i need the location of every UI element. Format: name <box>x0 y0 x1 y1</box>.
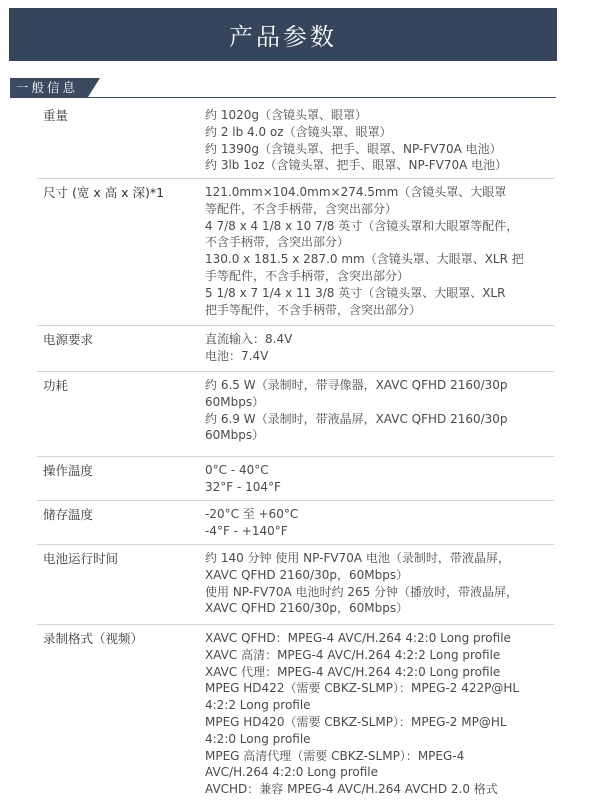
spec-value: 130.0 x 181.5 x 287.0 mm（含镜头罩、大眼罩、XLR 把 <box>205 252 524 267</box>
spec-row-dimensions <box>37 179 554 326</box>
spec-value: MPEG HD422（需要 CBKZ-SLMP）：MPEG-2 422P@HL <box>205 681 520 696</box>
spec-value: 约 1390g（含镜头罩、把手、眼罩、NP-FV70A 电池） <box>205 141 502 156</box>
spec-row-recording-format-video <box>37 625 554 800</box>
spec-value: 121.0mm×104.0mm×274.5mm（含镜头罩、大眼罩 <box>205 185 507 199</box>
spec-label: 尺寸 (宽 x 高 x 深)*1 <box>43 185 165 200</box>
spec-values <box>205 326 554 371</box>
spec-row-power-requirement <box>37 326 554 372</box>
spec-value: 约 140 分钟 使用 NP-FV70A 电池（录制时，带液晶屏， <box>205 551 510 565</box>
spec-label: 功耗 <box>43 378 69 393</box>
page-title: 产品参数 <box>229 23 337 51</box>
spec-value: AVC/H.264 4:2:0 Long profile <box>205 765 378 780</box>
spec-value: AVCHD：兼容 MPEG-4 AVC/H.264 AVCHD 2.0 格式 <box>205 782 498 797</box>
spec-label: 电源要求 <box>43 332 94 347</box>
spec-value: 使用 NP-FV70A 电池时约 265 分钟（播放时，带液晶屏， <box>205 584 519 599</box>
spec-label: 操作温度 <box>43 463 94 478</box>
section-title: 一般信息 <box>10 78 88 97</box>
spec-value: XAVC QFHD 2160/30p，60Mbps） <box>205 601 409 616</box>
spec-value: 4:2:2 Long profile <box>205 698 311 713</box>
spec-row-battery-time <box>37 545 554 625</box>
spec-value: MPEG 高清代理（需要 CBKZ-SLMP）：MPEG-4 <box>205 748 465 763</box>
spec-value: 4:2:0 Long profile <box>205 731 311 746</box>
spec-value: 5 1/8 x 7 1/4 x 11 3/8 英寸（含镜头罩、大眼罩、XLR <box>205 285 506 300</box>
spec-value: 32°F - 104°F <box>205 479 281 494</box>
spec-value: XAVC QFHD：MPEG-4 AVC/H.264 4:2:0 Long profile <box>205 631 511 645</box>
spec-values <box>205 102 554 178</box>
spec-value: -4°F - +140°F <box>205 523 288 538</box>
spec-value: XAVC 代理：MPEG-4 AVC/H.264 4:2:0 Long profile <box>205 664 501 679</box>
spec-value: 约 3lb 1oz（含镜头罩、把手、眼罩、NP-FV70A 电池） <box>205 158 508 173</box>
spec-value: XAVC 高清：MPEG-4 AVC/H.264 4:2:2 Long profile <box>205 647 501 662</box>
spec-value: 把手等配件，不含手柄带，含突出部分） <box>205 302 422 317</box>
spec-row-operating-temperature <box>37 457 554 501</box>
spec-value: XAVC QFHD 2160/30p，60Mbps） <box>205 567 409 582</box>
spec-values <box>205 501 554 544</box>
spec-value: -20°C 至 +60°C <box>205 507 299 521</box>
spec-label: 储存温度 <box>43 507 94 522</box>
spec-value: 等配件，不含手柄带，含突出部分） <box>205 201 398 216</box>
spec-value: 约 1020g（含镜头罩、眼罩） <box>205 108 367 122</box>
section-header <box>10 78 556 98</box>
spec-values <box>205 545 554 624</box>
spec-value: 4 7/8 x 4 1/8 x 10 7/8 英寸（含镜头罩和大眼罩等配件， <box>205 218 519 233</box>
spec-value: 手等配件，不含手柄带，含突出部分） <box>205 268 410 283</box>
spec-row-storage-temperature <box>37 501 554 545</box>
spec-value: 约 6.9 W（录制时，带液晶屏，XAVC QFHD 2160/30p <box>205 411 508 426</box>
spec-value: 不含手柄带，含突出部分） <box>205 235 350 250</box>
spec-label: 录制格式（视频） <box>43 631 144 646</box>
spec-row-weight <box>37 102 554 179</box>
spec-value: 约 6.5 W（录制时，带寻像器，XAVC QFHD 2160/30p <box>205 378 508 392</box>
spec-row-power-consumption <box>37 372 554 457</box>
spec-table <box>37 102 554 800</box>
spec-value: 0°C - 40°C <box>205 463 269 477</box>
spec-value: 60Mbps） <box>205 428 265 443</box>
spec-label: 重量 <box>43 108 69 123</box>
spec-values <box>205 372 554 456</box>
spec-values <box>205 625 554 800</box>
page-title-banner <box>9 8 557 61</box>
spec-value: MPEG HD420（需要 CBKZ-SLMP）：MPEG-2 MP@HL <box>205 714 507 729</box>
spec-value: 60Mbps） <box>205 394 265 409</box>
spec-label: 电池运行时间 <box>43 551 119 566</box>
spec-values <box>205 457 554 500</box>
spec-value: 电池：7.4V <box>205 348 269 363</box>
spec-value: 约 2 lb 4.0 oz（含镜头罩、眼罩） <box>205 124 392 139</box>
spec-value: 直流输入：8.4V <box>205 332 293 346</box>
section-divider <box>10 97 556 98</box>
spec-values <box>205 179 554 325</box>
